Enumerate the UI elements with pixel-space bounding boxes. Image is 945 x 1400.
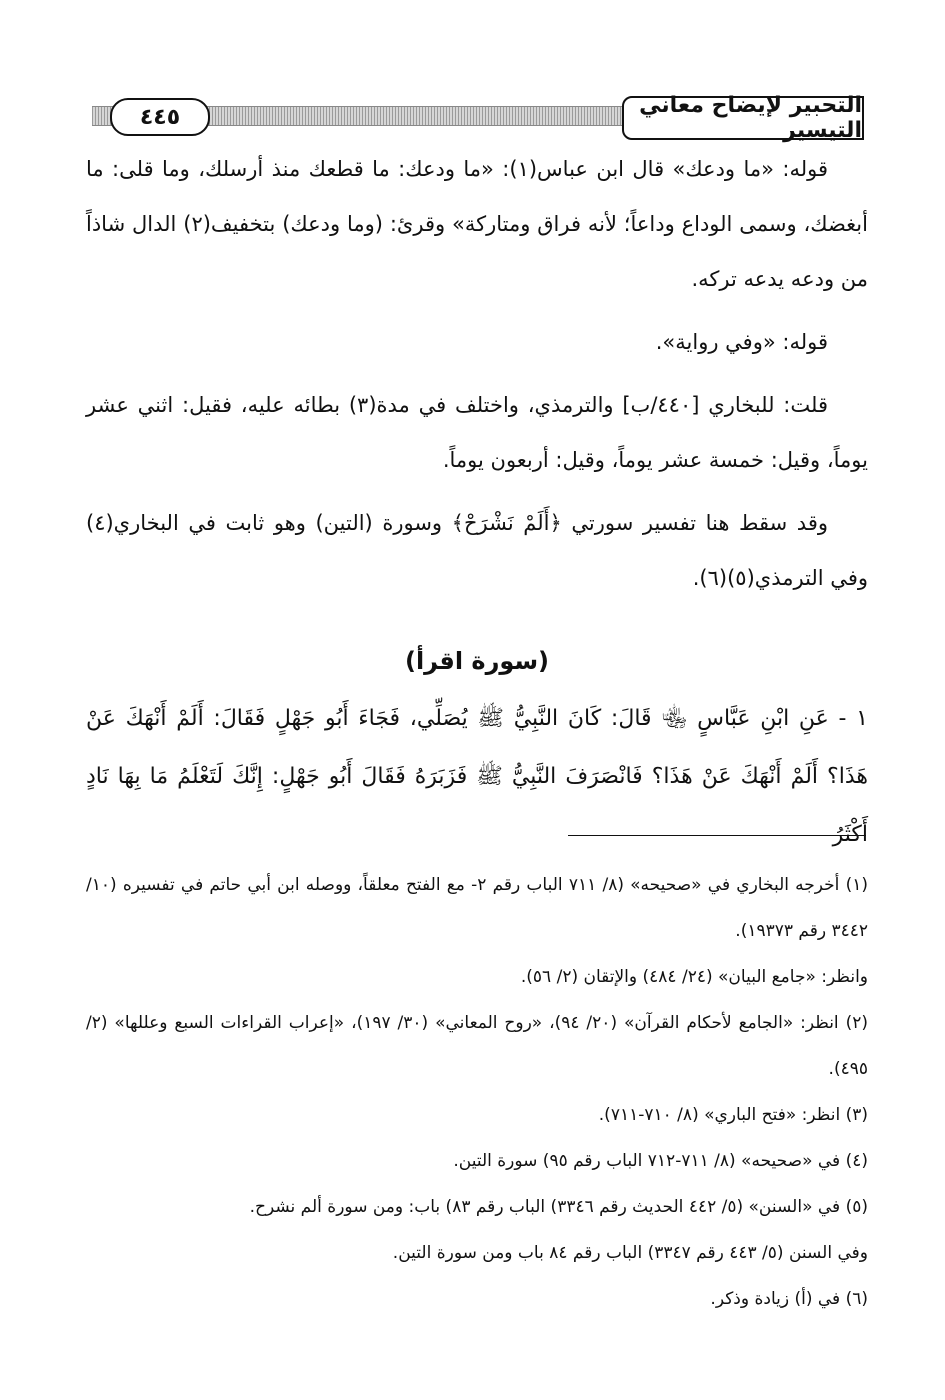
page-header bbox=[92, 93, 864, 143]
footnote: (١) أخرجه البخاري في «صحيحه» (٨/ ٧١١ الباب رقم ٢- مع الفتح معلقاً، ووصله ابن أبي حاتم في تفسيره (١٠/ ٣٤٤٢ رقم ١٩٣٧٣). bbox=[86, 875, 869, 941]
footnote: (٤) في «صحيحه» (٨/ ٧١١-٧١٢ الباب رقم ٩٥) سورة التين. bbox=[453, 1151, 868, 1171]
main-text bbox=[86, 142, 868, 864]
paragraph: قلت: للبخاري [٤٤٠/ب] والترمذي، واختلف في مدة(٣) بطائه عليه، فقيل: اثني عشر يوماً، وقيل: خمسة عشر يوماً، وقيل: أربعون يوماً. bbox=[86, 393, 868, 472]
section-heading: (سورة اقرأ) bbox=[404, 647, 550, 675]
footnote: (٣) انظر: «فتح الباري» (٨/ ٧١٠-٧١١). bbox=[598, 1105, 868, 1125]
footnote: وفي السنن (٥/ ٤٤٣ رقم ٣٣٤٧) الباب رقم ٨٤ باب ومن سورة التين. bbox=[392, 1243, 868, 1263]
footnote: (٥) في «السنن» (٥/ ٤٤٢ الحديث رقم ٣٣٤٦) الباب رقم ٨٣) باب: ومن سورة ألم نشرح. bbox=[249, 1197, 868, 1217]
book-title: التحبير لإيضاح معاني التيسير bbox=[622, 96, 864, 140]
paragraph: قوله: «وفي رواية». bbox=[655, 330, 828, 354]
page-number: ٤٤٥ bbox=[110, 98, 210, 136]
footnote-divider bbox=[568, 835, 866, 836]
paragraph: قوله: «ما ودعك» قال ابن عباس(١): «ما ودعك: ما قطعك منذ أرسلك، وما قلى: ما أبغضك، وسمى الوداع وداعاً؛ لأنه فراق ومتاركة» وقرئ: (وما ودعك) بتخفيف(٢) الدال شاذاً من ودعه يدعه تركه. bbox=[86, 157, 868, 291]
paragraph: وقد سقط هنا تفسير سورتي ﴿أَلَمْ نَشْرَحْ﴾ وسورة (التين) وهو ثابت في البخاري(٤) وفي الترمذي(٥)(٦). bbox=[86, 511, 868, 590]
footnotes bbox=[86, 862, 868, 1322]
footnote: (٢) انظر: «الجامع لأحكام القرآن» (٢٠/ ٩٤)، «روح المعاني» (٣٠/ ١٩٧)، «إعراب القراءات السبع وعللها» (٢/ ٤٩٥). bbox=[86, 1013, 868, 1079]
footnote: (٦) في (أ) زيادة وذكر. bbox=[710, 1289, 868, 1309]
footnote: وانظر: «جامع البيان» (٢٤/ ٤٨٤) والإتقان (٢/ ٥٦). bbox=[520, 967, 868, 987]
hadith-text: ١ - عَنِ ابْنِ عَبَّاسٍ ﵄ قَالَ: كَانَ النَّبِيُّ ﷺ يُصَلِّي، فَجَاءَ أَبُو جَهْلٍ فَقَالَ: أَلَمْ أَنْهَكَ عَنْ هَذَا؟ أَلَمْ أَنْهَكَ عَنْ هَذَا؟ فَانْصَرَفَ النَّبِيُّ ﷺ فَزَبَرَهُ فَقَالَ أَبُو جَهْلٍ: إِنَّكَ لَتَعْلَمُ مَا بِهَا نَادٍ أَكْثَرُ bbox=[86, 706, 868, 847]
